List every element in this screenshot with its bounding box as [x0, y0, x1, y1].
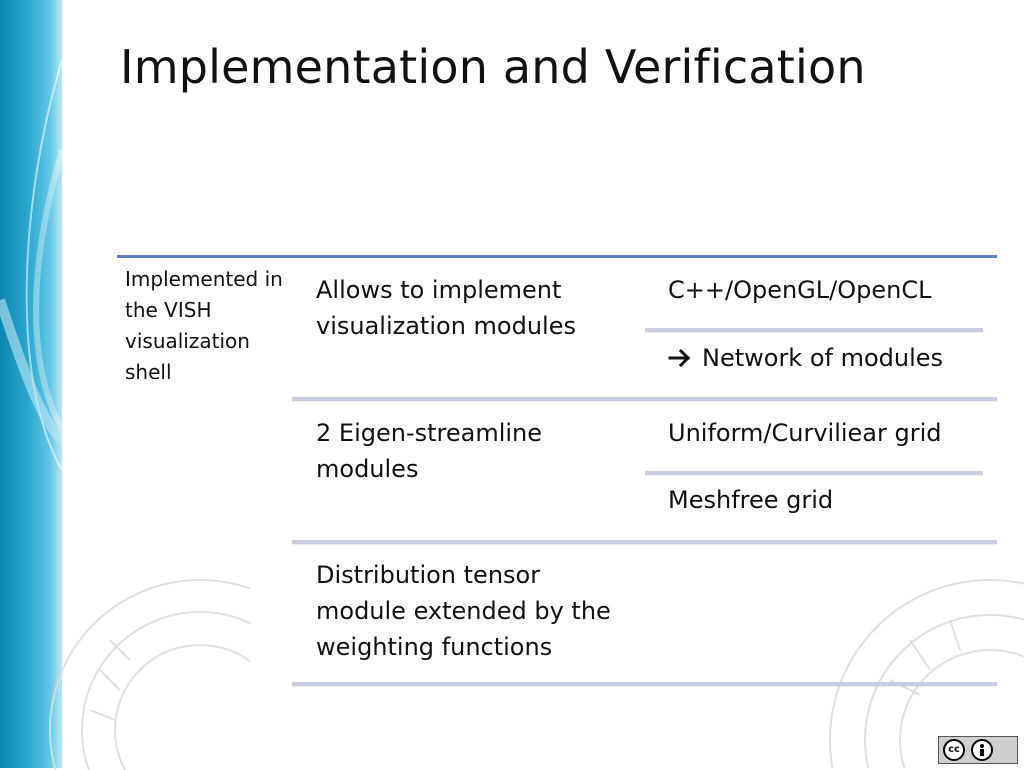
table-row-3-description: Distribution tensor module extended by the weighting functions	[316, 561, 611, 661]
seal-watermark-left	[40, 560, 250, 770]
table-row-2-detail-2: Meshfree grid	[668, 486, 834, 514]
table-row-1-description: Allows to implement visualization modules	[316, 276, 576, 340]
row-divider-2	[292, 540, 997, 544]
table-row-2-detail-1: Uniform/Curviliear grid	[668, 419, 942, 447]
table-row-1-detail-1: C++/OpenGL/OpenCL	[668, 276, 932, 304]
table-row-2-description: 2 Eigen-streamline modules	[316, 419, 543, 483]
table-row-1-detail-2: Network of modules	[702, 344, 944, 372]
arrow-right-icon	[668, 348, 694, 368]
cc-logo-icon: cc	[943, 739, 965, 761]
attribution-person-icon	[971, 739, 993, 761]
creative-commons-by-icon	[938, 736, 1018, 764]
table-row-1-detail-2-wrap	[668, 340, 998, 376]
row-divider-1	[292, 397, 997, 401]
first-column-cell: Implemented in the VISH visualization shell	[125, 267, 283, 384]
table-bottom-rule	[292, 682, 997, 686]
table-top-rule	[117, 255, 997, 258]
row-divider-detail-1	[645, 328, 983, 332]
row-divider-detail-2	[645, 471, 983, 475]
slide-title: Implementation and Verification	[120, 40, 866, 94]
